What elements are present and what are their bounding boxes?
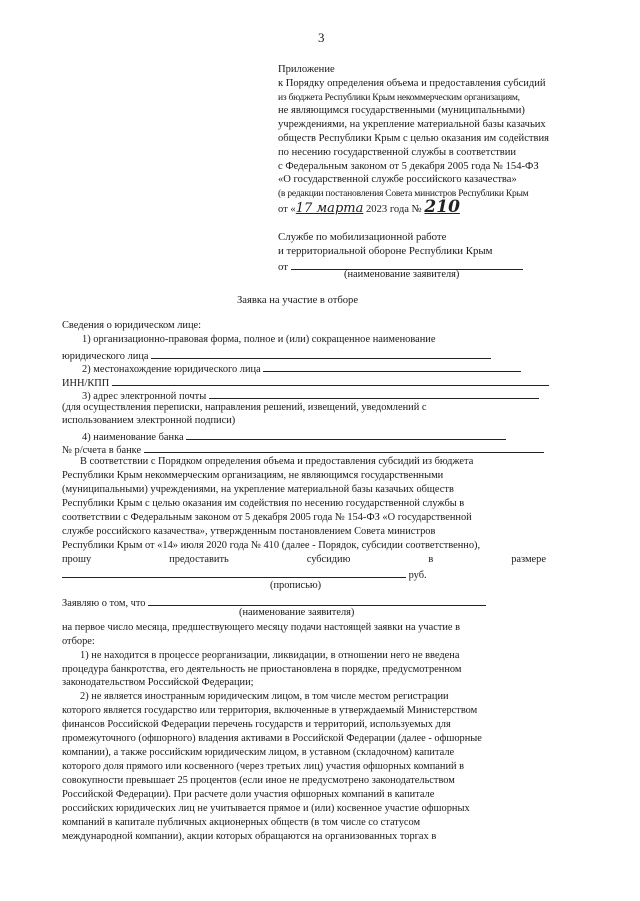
declarant-field (148, 594, 486, 606)
condition-1-line: 1) не находится в процессе реорганизации, ликвидации, в отношении него не введена (80, 650, 460, 661)
account-field (144, 441, 544, 453)
appendix-line: не являющимся государственными (муниципальными) (278, 105, 525, 117)
appendix-block (278, 63, 550, 201)
org-name-field (151, 347, 491, 359)
appendix-line: из бюджета Республики Крым некоммерческим организациям, (278, 91, 520, 103)
info-item-2-label: 2) местонахождение юридического лица (82, 364, 261, 375)
amount-caption: (прописью) (270, 580, 322, 591)
addressee-line: и территориальной обороне Республики Крым (278, 244, 493, 257)
request-line: Республики Крым от «14» июля 2020 года № 410 (далее - Порядок, субсидии соответственно), (62, 540, 481, 551)
ask-word: прошу (62, 554, 92, 565)
condition-2-line: Российской Федерации). При расчете доли участия офшорных компаний в капитале (62, 789, 435, 800)
addressee-block (278, 231, 523, 275)
date-prefix: от « (278, 204, 296, 215)
inn-label: ИНН/КПП (62, 378, 110, 389)
request-line: Республики Крым с целью оказания им содействия по несению государственной службы в (62, 498, 465, 509)
appendix-line: по несению государственной службы в соответствии (278, 146, 517, 158)
info-note-cont: использованием электронной подписи) (62, 415, 236, 426)
amount-line (62, 566, 427, 583)
appendix-line: учреждениями, на укрепление материальной базы казачьих (278, 119, 546, 131)
condition-2-line: 2) не является иностранным юридическим лицом, в том числе местом регистрации (80, 691, 449, 702)
addressee-line: Службе по мобилизационной работе (278, 231, 447, 243)
page-number: 3 (318, 30, 325, 45)
request-line: службе российского казачества», утвержденным постановлением Совета министров (62, 526, 436, 537)
request-line: Республики Крым некоммерческим организациям, не являющимся государственными (62, 470, 444, 481)
appendix-line: «О государственной службе российского казачества» (278, 174, 517, 186)
ask-word: в (428, 554, 434, 565)
declare-text: отборе: (62, 636, 95, 647)
condition-2-line: российских юридических лиц не учитывается прямое и (или) косвенное участие офшорных (62, 803, 470, 814)
info-heading: Сведения о юридическом лице: (62, 320, 202, 331)
handwritten-number: 210 (424, 197, 460, 217)
account-label: № р/счета в банке (62, 445, 142, 456)
document-title: Заявка на участие в отборе (237, 295, 359, 306)
amount-field (62, 566, 406, 578)
bank-field (186, 428, 506, 440)
info-item-1-label: юридического лица (62, 351, 149, 362)
inn-field (112, 374, 549, 386)
appendix-line: к Порядку определения объема и предоставления субсидий (278, 77, 546, 89)
declarant-caption: (наименование заявителя) (239, 607, 355, 618)
condition-2-line: промежуточного (офшорного) владения активами в Российской Федерации (далее - офшорные (62, 733, 482, 744)
info-item-4-label: 4) наименование банка (82, 432, 184, 443)
date-middle: 2023 года № (366, 204, 422, 215)
addressee-from-label: от (278, 261, 288, 273)
location-field (263, 360, 521, 372)
request-line: В соответствии с Порядком определения объема и предоставления субсидий из бюджета (80, 456, 474, 467)
appendix-line: (в редакции постановления Совета министров Республики Крым (278, 188, 529, 200)
declare-prefix: Заявляю о том, что (62, 598, 146, 609)
ask-word: размере (511, 554, 546, 565)
ask-word: субсидию (306, 554, 351, 565)
handwritten-date: 17 марта (295, 201, 364, 216)
condition-2-line: совокупности превышает 25 процентов (если иное не предусмотрено законодательством (62, 775, 455, 786)
email-field (209, 387, 539, 399)
condition-2-line: международной компании), акции которых обращаются на организованных торгах в (62, 831, 437, 842)
appendix-line: обществ Республики Крым с целью оказания им содействия (278, 132, 549, 144)
info-item-1: 1) организационно-правовая форма, полное и (или) сокращенное наименование (82, 334, 436, 345)
appendix-title: Приложение (278, 64, 335, 75)
info-item-3-label: 3) адрес электронной почты (82, 391, 207, 402)
condition-2-line: финансов Российской Федерации перечень государств и территорий, используемых для (62, 719, 451, 730)
applicant-name-caption: (наименование заявителя) (344, 269, 460, 280)
condition-1-line: процедура банкротства, его деятельность не приостановлена в порядке, предусмотренном (62, 664, 462, 675)
info-note: (для осуществления переписки, направления решений, извещений, уведомлений с (62, 402, 427, 413)
condition-2-line: компании), а также российским юридическим лицом, в уставном (складочном) капитале (62, 747, 455, 758)
ask-word: предоставить (169, 554, 229, 565)
condition-2-line: которого является государство или территория, включенные в утверждаемый Министерством (62, 705, 478, 716)
appendix-line: с Федеральным законом от 5 декабря 2005 года № 154-ФЗ (278, 160, 539, 172)
condition-1-line: законодательством Российской Федерации; (62, 677, 254, 688)
condition-2-line: которого доля прямого или косвенного (через третьих лиц) участия офшорных компаний в (62, 761, 465, 772)
declare-text: на первое число месяца, предшествующего месяцу подачи настоящей заявки на участие в (62, 622, 461, 633)
currency-label: руб. (408, 570, 427, 581)
condition-2-line: компаний в капитале публичных акционерных обществ (в том числе со статусом (62, 817, 421, 828)
appendix-date-line (278, 197, 460, 217)
request-ask-line (62, 553, 546, 567)
request-line: соответствии с Федеральным законом от 5 декабря 2005 года № 154-ФЗ «О государственной (62, 512, 472, 523)
request-line: (муниципальными) учреждениями, на укрепление материальной базы казачьих обществ (62, 484, 454, 495)
